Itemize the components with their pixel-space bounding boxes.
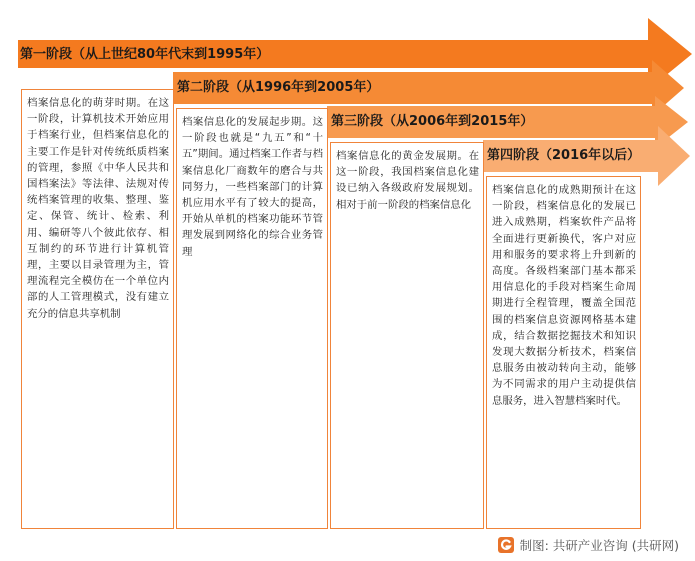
source-credit [498, 534, 679, 556]
stage-3-description: 档案信息化的黄金发展期。在这一阶段，我国档案信息化建设已纳入各级政府发展规划。相对于前一阶段的档案信息化 [330, 142, 484, 529]
g-logo-icon [498, 537, 514, 553]
stage-2-title: 第二阶段（从1996年到2005年） [177, 80, 380, 95]
stage-4-description: 档案信息化的成熟期预计在这一阶段，档案信息化的发展已进入成熟期，档案软件产品将全面进行更新换代，客户对应用和服务的要求将上升到新的高度。各级档案部门基本都采用信息化的手段对档案生命周期进行全程管理，覆盖全国范围的档案信息资源网格基本建成，结合数据挖掘技术和知识发现大数据分析技术，档案信息服务由被动转向主动，能够为不同需求的用户主动提供信息服务，进入智慧档案时代。 [486, 176, 641, 529]
stage-4-title: 第四阶段（2016年以后） [487, 148, 641, 163]
stage-3-title: 第三阶段（从2006年到2015年） [331, 114, 534, 129]
stage-2-description: 档案信息化的发展起步期。这一阶段也就是“九五”和“十五”期间。通过档案工作者与档案信息化厂商数年的磨合与共同努力，一些档案部门的计算机应用水平有了较大的提高，开始从单机的档案功能环节管理发展到网络化的综合业务管理 [176, 108, 328, 529]
stage-1-title: 第一阶段（从上世纪80年代末到1995年） [20, 47, 270, 62]
stage-1-description: 档案信息化的萌芽时期。在这一阶段，计算机技术开始应用于档案行业，但档案信息化的主要工作是针对传统纸质档案的管理，参照《中华人民共和国档案法》等法律、法规对传统档案管理的收集、整理、鉴定、保管、统计、检索、利用、编研等八个彼此依存、相互制约的环节进行计算机管理，主要以目录管理为主，管理流程完全模仿在一个单位内部的人工管理模式，没有建立充分的信息共享机制 [21, 89, 174, 529]
credit-text: 制图: 共研产业咨询 (共研网) [519, 538, 679, 553]
